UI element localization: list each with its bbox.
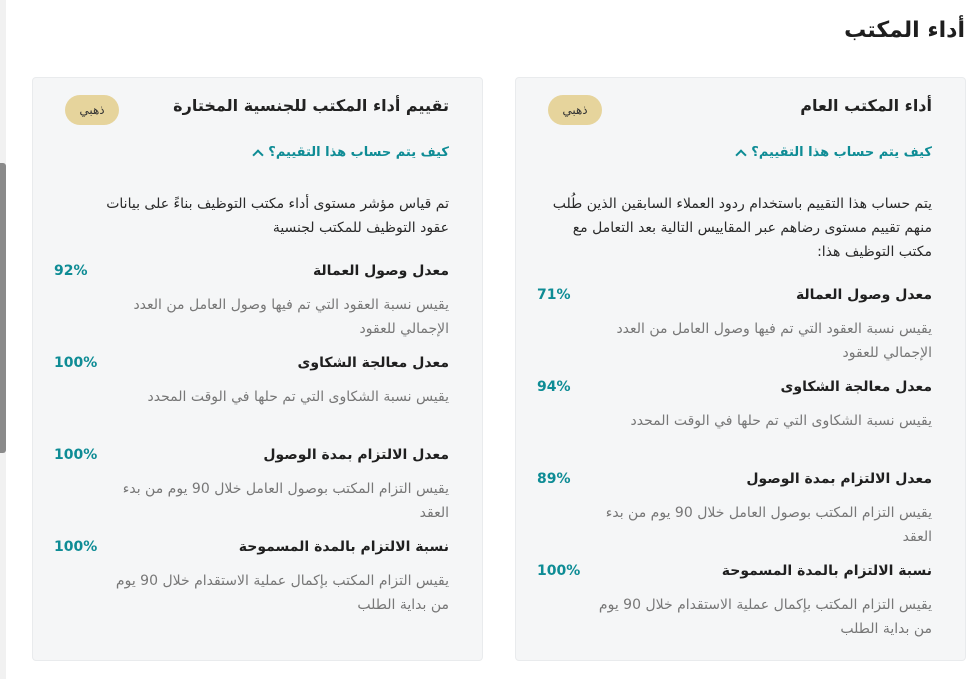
scrollbar-thumb[interactable]	[0, 163, 6, 453]
how-calculated-label: كيف يتم حساب هذا التقييم؟	[268, 145, 449, 160]
metric-description: يقيس التزام المكتب بإكمال عملية الاستقدام خلال 90 يوم من بداية الطلب	[598, 597, 932, 637]
metric-arrival-time-compliance	[54, 447, 449, 525]
how-calculated-toggle[interactable]	[737, 145, 932, 160]
general-card-title: أداء المكتب العام	[800, 96, 932, 115]
calculation-explanation: تم قياس مؤشر مستوى أداء مكتب التوظيف بناءً على بيانات عقود التوظيف للمكتب لجنسية	[106, 196, 449, 236]
metric-arrival-time-compliance	[537, 471, 932, 549]
nationality-card-title: تقييم أداء المكتب للجنسية المختارة	[173, 96, 449, 115]
metric-name: نسبة الالتزام بالمدة المسموحة	[238, 539, 449, 555]
metric-allowed-period-compliance	[537, 563, 932, 641]
metric-value: 100%	[54, 539, 98, 555]
how-calculated-label: كيف يتم حساب هذا التقييم؟	[751, 145, 932, 160]
metric-name: معدل الالتزام بمدة الوصول	[746, 471, 932, 487]
calculation-explanation: يتم حساب هذا التقييم باستخدام ردود العملاء السابقين الذين طُلب منهم تقييم مستوى رضاهم عبر المقاييس التالية بعد التعامل مع مكتب التوظيف هذا:	[552, 196, 932, 260]
metric-complaint-resolution-rate	[537, 379, 932, 433]
gold-rating-badge: ذهبي	[548, 95, 602, 125]
metric-value: 94%	[537, 379, 571, 395]
metric-allowed-period-compliance	[54, 539, 449, 617]
nationality-performance-card	[32, 77, 483, 661]
metric-description: يقيس نسبة العقود التي تم فيها وصول العامل من العدد الإجمالي للعقود	[133, 297, 449, 337]
metric-value: 100%	[537, 563, 581, 579]
metric-worker-arrival-rate	[54, 263, 449, 341]
metric-name: معدل وصول العمالة	[312, 263, 449, 279]
metric-value: 100%	[54, 355, 98, 371]
metric-description: يقيس نسبة الشكاوى التي تم حلها في الوقت المحدد	[630, 413, 932, 429]
metric-description: يقيس التزام المكتب بوصول العامل خلال 90 يوم من بدء العقد	[122, 481, 449, 521]
metric-name: معدل معالجة الشكاوى	[780, 379, 932, 395]
metric-name: معدل الالتزام بمدة الوصول	[263, 447, 449, 463]
metric-description: يقيس التزام المكتب بوصول العامل خلال 90 يوم من بدء العقد	[605, 505, 932, 545]
chevron-up-icon	[736, 149, 747, 160]
metric-worker-arrival-rate	[537, 287, 932, 365]
metric-value: 100%	[54, 447, 98, 463]
metric-value: 71%	[537, 287, 571, 303]
metric-name: نسبة الالتزام بالمدة المسموحة	[721, 563, 932, 579]
metric-name: معدل معالجة الشكاوى	[297, 355, 449, 371]
metric-description: يقيس نسبة العقود التي تم فيها وصول العامل من العدد الإجمالي للعقود	[616, 321, 932, 361]
general-performance-card	[515, 77, 966, 661]
metric-value: 92%	[54, 263, 88, 279]
metric-name: معدل وصول العمالة	[795, 287, 932, 303]
metric-description: يقيس التزام المكتب بإكمال عملية الاستقدام خلال 90 يوم من بداية الطلب	[115, 573, 449, 613]
page-title: أداء المكتب	[844, 18, 965, 43]
how-calculated-toggle[interactable]	[254, 145, 449, 160]
chevron-up-icon	[253, 149, 264, 160]
metric-value: 89%	[537, 471, 571, 487]
metric-description: يقيس نسبة الشكاوى التي تم حلها في الوقت المحدد	[147, 389, 449, 405]
metric-complaint-resolution-rate	[54, 355, 449, 409]
gold-rating-badge: ذهبي	[65, 95, 119, 125]
